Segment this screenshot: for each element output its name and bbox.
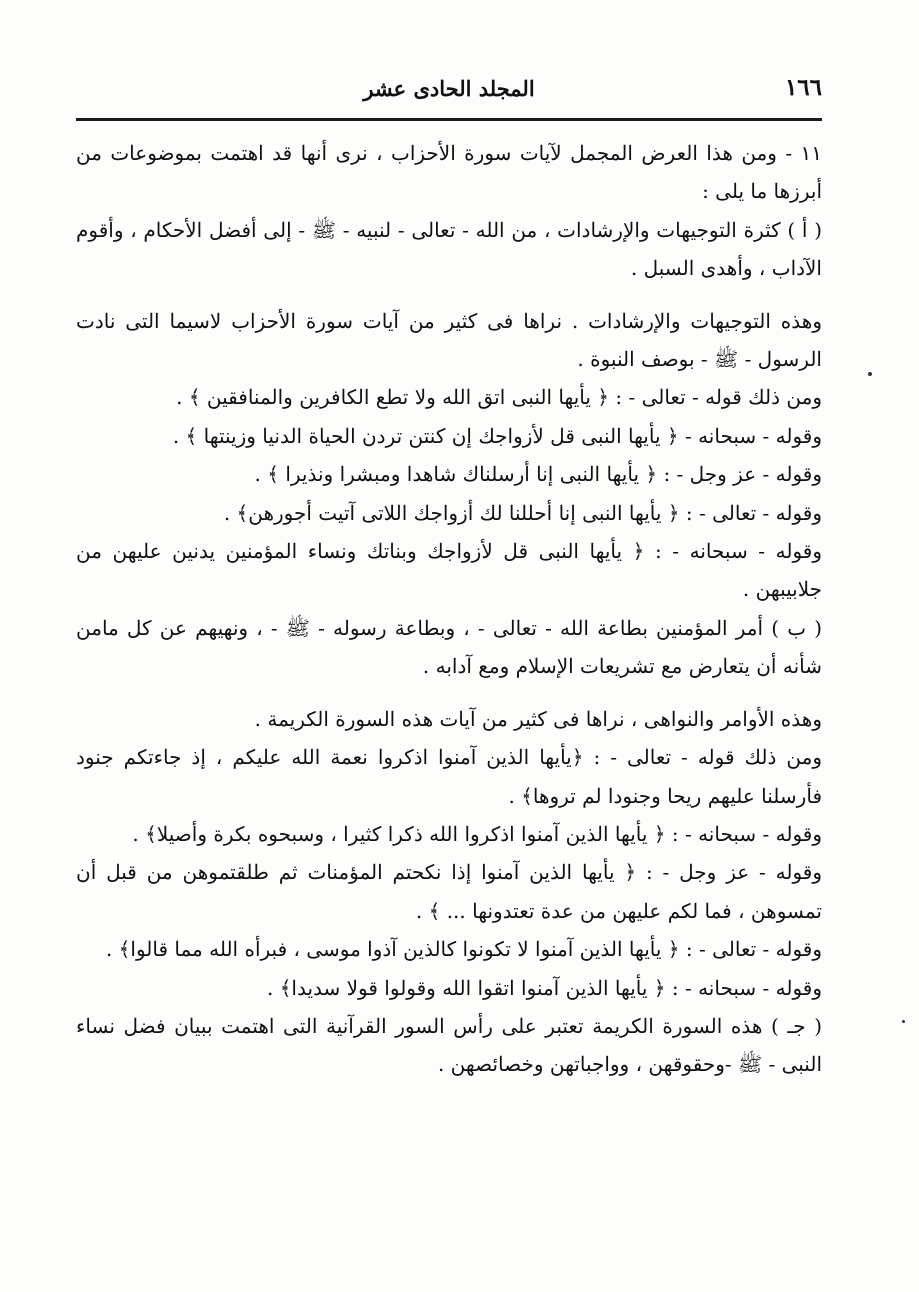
header-rule — [76, 118, 822, 121]
page-header — [76, 70, 822, 116]
paragraph-verse-7: وقوله - سبحانه - : ﴿ يأيها الذين آمنوا اذكروا الله ذكرا كثيرا ، وسبحوه بكرة وأصيلا﴾ . — [132, 821, 822, 846]
paragraph-point-c: ( جـ ) هذه السورة الكريمة تعتبر على رأس السور القرآنية التى اهتمت ببيان فضل نساء النبى - ﷺ -وحقوقهن ، وواجباتهن وخصائصهن . — [76, 1013, 822, 1077]
paragraph-commands: وهذه الأوامر والنواهى ، نراها فى كثير من آيات هذه السورة الكريمة . — [254, 706, 822, 731]
paragraph-verse-3: وقوله - عز وجل - : ﴿ يأيها النبى إنا أرسلناك شاهدا ومبشرا ونذيرا ﴾ . — [254, 462, 822, 487]
paragraph-verse-9: وقوله - تعالى - : ﴿ يأيها الذين آمنوا لا تكونوا كالذين آذوا موسى ، فبرأه الله مما قالوا﴾ . — [105, 937, 822, 962]
paragraph-intro: ١١ - ومن هذا العرض المجمل لآيات سورة الأحزاب ، نرى أنها قد اهتمت بموضوعات من أبرزها ما يلى : — [76, 141, 822, 204]
margin-mark — [868, 372, 872, 376]
body-text — [76, 134, 822, 1084]
paragraph-verse-10: وقوله - سبحانه - : ﴿ يأيها الذين آمنوا اتقوا الله وقولوا قولا سديدا﴾ . — [266, 975, 822, 1000]
paragraph-verse-1: ومن ذلك قوله - تعالى - : ﴿ يأيها النبى اتق الله ولا تطع الكافرين والمنافقين ﴾ . — [176, 385, 822, 410]
margin-mark — [902, 1020, 905, 1023]
page-number: ١٦٦ — [784, 74, 822, 101]
paragraph-point-a: ( أ ) كثرة التوجيهات والإرشادات ، من الله - تعالى - لنبيه - ﷺ - إلى أفضل الأحكام ، وأقوم الآداب ، وأهدى السبل . — [76, 217, 822, 281]
paragraph-verse-8: وقوله - عز وجل - : ﴿ يأيها الذين آمنوا إذا نكحتم المؤمنات ثم طلقتموهن من قبل أن تمسوهن ، فما لكم عليهن من عدة تعتدونها ... ﴾ . — [76, 860, 822, 923]
paragraph-guidance: وهذه التوجيهات والإرشادات . نراها فى كثير من آيات سورة الأحزاب لاسيما التى نادت الرسول - ﷺ - بوصف النبوة . — [76, 308, 822, 372]
paragraph-verse-5: وقوله - سبحانه - : ﴿ يأيها النبى قل لأزواجك وبناتك ونساء المؤمنين يدنين عليهن من جلابيبهن . — [76, 539, 822, 602]
paragraph-verse-2: وقوله - سبحانه - ﴿ يأيها النبى قل لأزواجك إن كنتن تردن الحياة الدنيا وزينتها ﴾ . — [172, 423, 822, 448]
paragraph-point-b: ( ب ) أمر المؤمنين بطاعة الله - تعالى - ، وبطاعة رسوله - ﷺ - ، ونهيهم عن كل مامن شأنه أن يتعارض مع تشريعات الإسلام ومع آدابه . — [76, 615, 822, 679]
paragraph-verse-4: وقوله - تعالى - : ﴿ يأيها النبى إنا أحللنا لك أزواجك اللاتى آتيت أجورهن﴾ . — [223, 500, 822, 525]
paragraph-verse-6: ومن ذلك قوله - تعالى - : ﴿يأيها الذين آمنوا اذكروا نعمة الله عليكم ، إذ جاءتكم جنود فأرسلنا عليهم ريحا وجنودا لم تروها﴾ . — [76, 745, 822, 808]
running-title: المجلد الحادى عشر — [363, 76, 535, 101]
